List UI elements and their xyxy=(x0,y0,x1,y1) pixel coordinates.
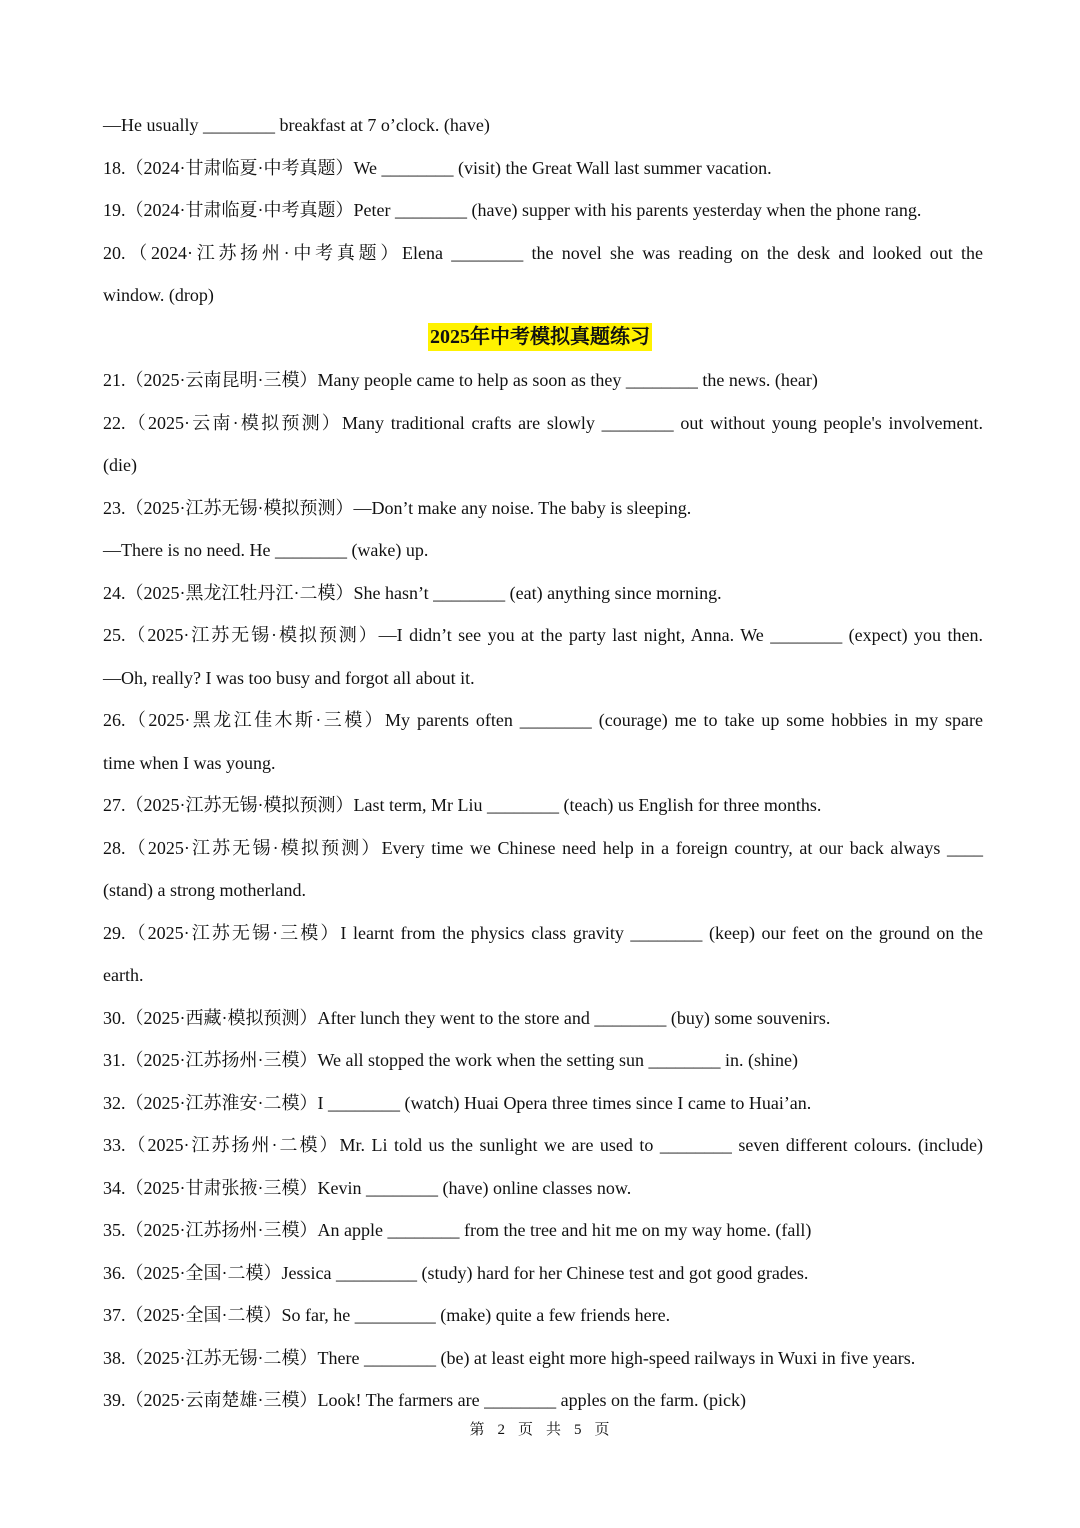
question-37: 37.（2025·全国·二模）So far, he _________ (make) quite a few friends here. xyxy=(103,1305,671,1325)
question-20-continued: window. (drop) xyxy=(103,285,214,305)
question-25: 25.（2025·江苏无锡·模拟预测）—I didn’t see you at the party last night, Anna. We ________ (expect) you then. xyxy=(103,625,983,645)
question-26: 26.（2025·黑龙江佳木斯·三模）My parents often ________ (courage) me to take up some hobbies in my spare xyxy=(103,710,983,730)
section-heading-wrap xyxy=(0,323,1080,351)
question-31: 31.（2025·江苏扬州·三模）We all stopped the work when the setting sun ________ in. (shine) xyxy=(103,1050,798,1070)
question-23-reply: —There is no need. He ________ (wake) up. xyxy=(103,540,429,560)
question-32: 32.（2025·江苏淮安·二模）I ________ (watch) Huai Opera three times since I came to Huai’an. xyxy=(103,1093,812,1113)
question-39: 39.（2025·云南楚雄·三模）Look! The farmers are ________ apples on the farm. (pick) xyxy=(103,1390,747,1410)
question-17-answer-line: —He usually ________ breakfast at 7 o’clock. (have) xyxy=(103,115,490,135)
question-28-continued: (stand) a strong motherland. xyxy=(103,880,306,900)
question-24: 24.（2025·黑龙江牡丹江·二模）She hasn’t ________ (eat) anything since morning. xyxy=(103,583,722,603)
footer-ye: 页 xyxy=(517,1422,534,1438)
question-33: 33.（2025·江苏扬州·二模）Mr. Li told us the sunlight we are used to ________ seven different colours. (include) xyxy=(103,1135,983,1155)
question-36: 36.（2025·全国·二模）Jessica _________ (study) hard for her Chinese test and got good grades. xyxy=(103,1263,809,1283)
footer-ye-2: 页 xyxy=(594,1422,611,1438)
question-30: 30.（2025·西藏·模拟预测）After lunch they went to the store and ________ (buy) some souvenirs. xyxy=(103,1008,831,1028)
question-25-reply: —Oh, really? I was too busy and forgot all about it. xyxy=(103,668,475,688)
question-21: 21.（2025·云南昆明·三模）Many people came to help as soon as they ________ the news. (hear) xyxy=(103,370,818,390)
question-34: 34.（2025·甘肃张掖·三模）Kevin ________ (have) online classes now. xyxy=(103,1178,632,1198)
footer-gong: 共 xyxy=(546,1422,563,1438)
page-footer xyxy=(0,1420,1080,1440)
question-18: 18.（2024·甘肃临夏·中考真题）We ________ (visit) the Great Wall last summer vacation. xyxy=(103,158,772,178)
question-26-continued: time when I was young. xyxy=(103,753,276,773)
footer-page-number: 2 xyxy=(497,1422,506,1438)
question-29: 29.（2025·江苏无锡·三模）I learnt from the physics class gravity ________ (keep) our feet on the ground on the xyxy=(103,923,983,943)
question-22-continued: (die) xyxy=(103,455,137,475)
question-20: 20.（2024·江苏扬州·中考真题）Elena ________ the novel she was reading on the desk and looked out the xyxy=(103,243,983,263)
question-23: 23.（2025·江苏无锡·模拟预测）—Don’t make any noise. The baby is sleeping. xyxy=(103,498,692,518)
footer-di: 第 xyxy=(469,1422,486,1438)
question-27: 27.（2025·江苏无锡·模拟预测）Last term, Mr Liu ________ (teach) us English for three months. xyxy=(103,795,822,815)
question-22: 22.（2025·云南·模拟预测）Many traditional crafts are slowly ________ out without young people's involvement. xyxy=(103,413,983,433)
section-heading: 2025年中考模拟真题练习 xyxy=(428,323,652,351)
footer-total-pages: 5 xyxy=(574,1422,583,1438)
question-35: 35.（2025·江苏扬州·三模）An apple ________ from the tree and hit me on my way home. (fall) xyxy=(103,1220,812,1240)
question-19: 19.（2024·甘肃临夏·中考真题）Peter ________ (have) supper with his parents yesterday when the phone rang. xyxy=(103,200,922,220)
question-29-continued: earth. xyxy=(103,965,144,985)
question-38: 38.（2025·江苏无锡·二模）There ________ (be) at least eight more high-speed railways in Wuxi in five years. xyxy=(103,1348,916,1368)
question-28: 28.（2025·江苏无锡·模拟预测）Every time we Chinese need help in a foreign country, at our back always ____ xyxy=(103,838,983,858)
